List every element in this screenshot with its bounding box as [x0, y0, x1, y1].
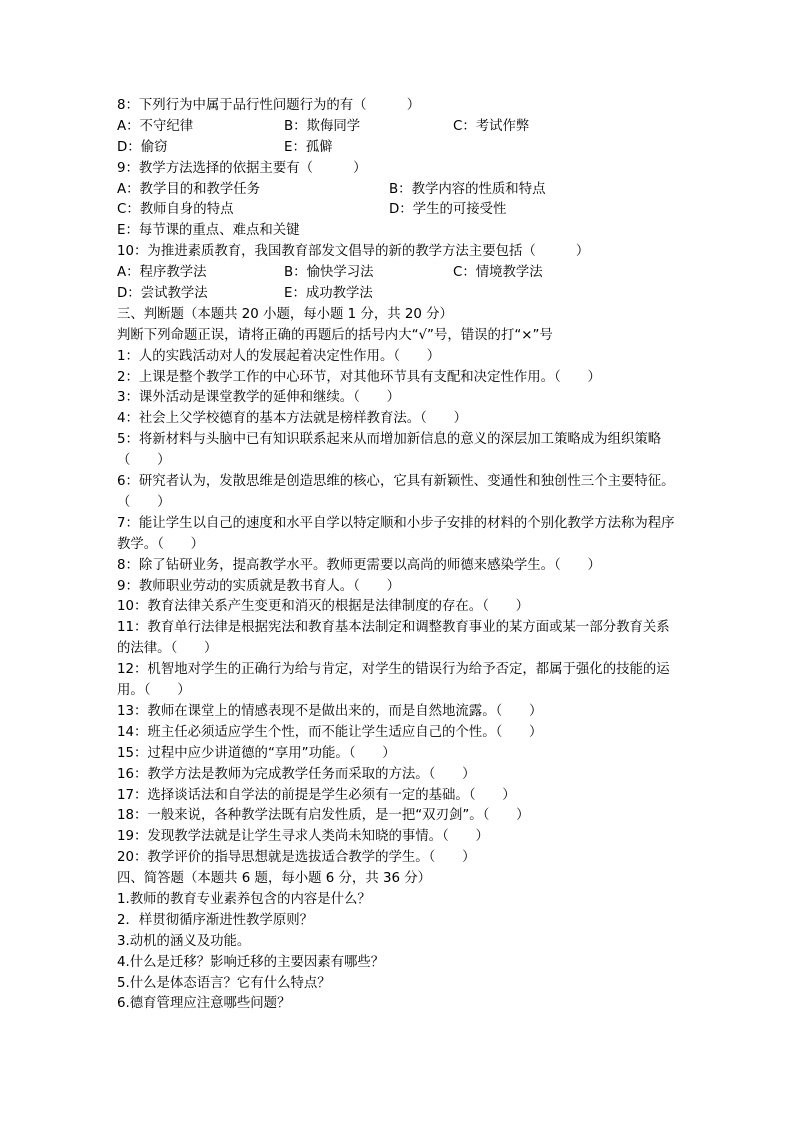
judge-item-12: 12：机智地对学生的正确行为给与肯定，对学生的错误行为给予否定，都属于强化的技能的运用。（ ） — [117, 662, 670, 699]
option-d: D：偷窃 — [117, 139, 168, 155]
judge-item-3: 3：课外活动是课堂教学的延伸和继续。（ ） — [117, 390, 401, 406]
short-answer-item-6: 6.德育管理应注意哪些问题？ — [117, 996, 291, 1012]
short-answer-item-2: 2．样贯彻循序渐进性教学原则？ — [117, 912, 313, 928]
document-body — [117, 96, 682, 1015]
option-e: E：成功教学法 — [284, 286, 373, 302]
short-answer-item-1: 1.教师的教育专业素养包含的内容是什么？ — [117, 892, 371, 907]
mc-question-9: 9：教学方法选择的依据主要有（ ） — [117, 160, 367, 176]
judge-item-11: 11：教育单行法律是根据宪法和教育基本法制定和调整教育事业的某方面或某一部分教育关系的法律。（ ） — [117, 620, 670, 657]
judge-item-20: 20：教学评价的指导思想就是选拔适合教学的学生。（ ） — [117, 850, 476, 866]
option-b: B：教学内容的性质和特点 — [389, 181, 546, 197]
option-b: B：愉快学习法 — [284, 265, 374, 281]
judge-item-9: 9：教师职业劳动的实质就是教书育人。（ ） — [117, 578, 401, 594]
judge-item-14: 14：班主任必须适应学生个性，而不能让学生适应自己的个性。（ ） — [117, 724, 543, 740]
mc-question-10-options-row1 — [117, 263, 682, 284]
short-answer-item-5: 5.什么是体态语言？它有什么特点？ — [117, 975, 331, 991]
judge-item-18: 18：一般来说，各种教学法既有启发性质，是一把“双刃剑”。（ ） — [117, 808, 530, 824]
judge-item-16: 16：教学方法是教师为完成教学任务而采取的方法。（ ） — [117, 766, 476, 782]
judge-item-17: 17：选择谈话法和自学法的前提是学生必须有一定的基础。（ ） — [117, 787, 516, 803]
mc-question-10: 10：为推进素质教育，我国教育部发文倡导的新的教学方法主要包括（ ） — [117, 244, 590, 260]
mc-question-8-options-row2 — [117, 138, 682, 159]
judge-item-2: 2：上课是整个教学工作的中心环节，对其他环节具有支配和决定性作用。（ ） — [117, 369, 601, 385]
section-instruction: 判断下列命题正误，请将正确的再题后的括号内大“√”号，错误的打“×”号 — [117, 327, 553, 343]
option-d: D：学生的可接受性 — [389, 202, 507, 218]
mc-question-9-options-row2 — [117, 200, 682, 221]
mc-question-8: 8：下列行为中属于品行性问题行为的有（ ） — [117, 98, 421, 113]
judge-item-10: 10：教育法律关系产生变更和消灭的根据是法律制度的存在。（ ） — [117, 599, 530, 615]
judge-item-5: 5：将新材料与头脑中已有知识联系起来从而增加新信息的意义的深层加工策略成为组织策略（ ） — [117, 432, 662, 469]
option-c: C：情境教学法 — [453, 265, 543, 281]
judge-item-4: 4：社会上父学校德育的基本方法就是榜样教育法。（ ） — [117, 411, 467, 427]
judge-item-6: 6：研究者认为，发散思维是创造思维的核心，它具有新颖性、变通性和独创性三个主要特征。（ ） — [117, 474, 675, 510]
mc-question-9-options-row1 — [117, 180, 682, 201]
option-d: D：尝试教学法 — [117, 286, 208, 302]
short-answer-item-4: 4.什么是迁移？影响迁移的主要因素有哪些？ — [117, 954, 385, 970]
option-a: A：程序教学法 — [117, 265, 207, 281]
option-c: C：考试作弊 — [453, 118, 530, 134]
judge-item-8: 8：除了钻研业务，提高教学水平。教师更需要以高尚的师德来感染学生。（ ） — [117, 557, 601, 573]
section-heading-judgement: 三、判断题（本题共 20 小题，每小题 1 分，共 20 分） — [117, 306, 453, 322]
judge-item-15: 15：过程中应少讲道德的“享用”功能。（ ） — [117, 745, 396, 761]
mc-question-8-options-row1 — [117, 117, 682, 138]
section-heading-short-answer: 四、简答题（本题共 6 题，每小题 6 分，共 36 分） — [117, 871, 432, 887]
option-e: E：每节课的重点、难点和关键 — [117, 223, 300, 239]
judge-item-7: 7：能让学生以自己的速度和水平自学以特定顺和小步子安排的材料的个别化教学方法称为程序教学。（ ） — [117, 515, 675, 552]
judge-item-1: 1：人的实践活动对人的发展起着决定性作用。（ ） — [117, 348, 441, 364]
mc-question-10-options-row2 — [117, 284, 682, 305]
judge-item-19: 19：发现教学法就是让学生寻求人类尚未知晓的事情。（ ） — [117, 829, 489, 845]
short-answer-item-3: 3.动机的涵义及功能。 — [117, 933, 251, 949]
judge-item-13: 13：教师在课堂上的情感表现不是做出来的，而是自然地流露。（ ） — [117, 703, 543, 719]
option-c: C：教师自身的特点 — [117, 202, 234, 218]
option-e: E：孤僻 — [284, 139, 333, 155]
option-a: A：教学目的和教学任务 — [117, 181, 261, 197]
option-b: B：欺侮同学 — [284, 118, 361, 134]
option-a: A：不守纪律 — [117, 118, 194, 134]
